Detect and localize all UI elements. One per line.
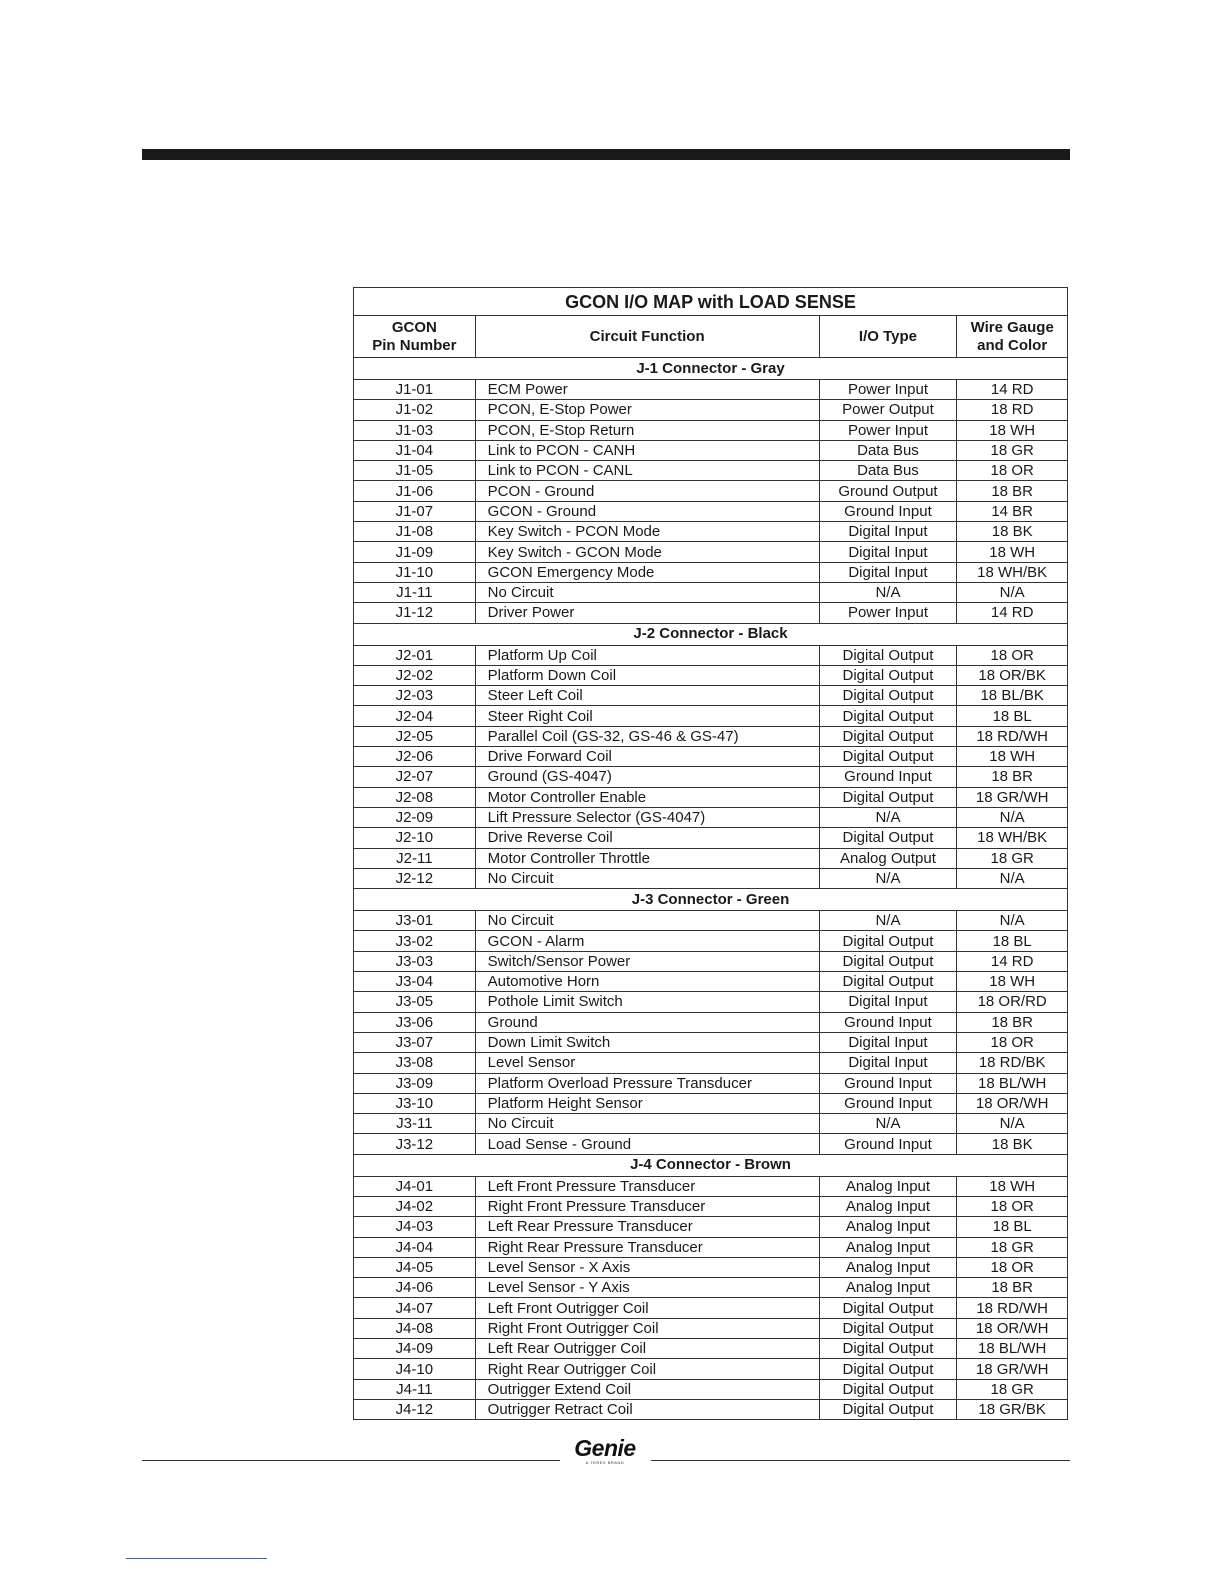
pin-number-cell: J1-11 <box>354 582 476 602</box>
wire-gauge-cell: 18 BR <box>957 481 1068 501</box>
circuit-function-cell: Motor Controller Enable <box>475 787 819 807</box>
wire-gauge-cell: 14 RD <box>957 603 1068 623</box>
io-type-cell: Digital Input <box>819 1053 957 1073</box>
pin-number-cell: J3-11 <box>354 1114 476 1134</box>
io-type-cell: N/A <box>819 868 957 888</box>
io-type-cell: Digital Output <box>819 747 957 767</box>
section-header-row <box>354 358 1068 380</box>
table-row <box>354 400 1068 420</box>
pin-number-cell: J4-04 <box>354 1237 476 1257</box>
io-type-cell: Digital Output <box>819 1359 957 1379</box>
circuit-function-cell: Link to PCON - CANL <box>475 461 819 481</box>
section-header-row <box>354 623 1068 645</box>
wire-gauge-cell: 18 BR <box>957 1278 1068 1298</box>
circuit-function-cell: Right Front Outrigger Coil <box>475 1318 819 1338</box>
circuit-function-cell: No Circuit <box>475 1114 819 1134</box>
circuit-function-cell: GCON - Ground <box>475 501 819 521</box>
pin-number-cell: J2-07 <box>354 767 476 787</box>
pin-number-cell: J2-03 <box>354 686 476 706</box>
pin-number-cell: J4-01 <box>354 1176 476 1196</box>
circuit-function-cell: Load Sense - Ground <box>475 1134 819 1154</box>
pin-number-cell: J3-07 <box>354 1032 476 1052</box>
table-row <box>354 1399 1068 1419</box>
circuit-function-cell: Level Sensor <box>475 1053 819 1073</box>
io-type-cell: Power Input <box>819 603 957 623</box>
circuit-function-cell: Platform Overload Pressure Transducer <box>475 1073 819 1093</box>
wire-gauge-cell: 18 WH <box>957 420 1068 440</box>
circuit-function-cell: Motor Controller Throttle <box>475 848 819 868</box>
pin-number-cell: J1-04 <box>354 440 476 460</box>
table-row <box>354 1237 1068 1257</box>
genie-logo-tagline: A TEREX BRAND <box>585 1460 625 1465</box>
wire-gauge-cell: N/A <box>957 807 1068 827</box>
wire-gauge-cell: 18 BR <box>957 767 1068 787</box>
circuit-function-cell: PCON, E-Stop Power <box>475 400 819 420</box>
pin-number-cell: J1-01 <box>354 380 476 400</box>
wire-gauge-cell: 18 OR <box>957 1196 1068 1216</box>
table-title: GCON I/O MAP with LOAD SENSE <box>354 288 1068 316</box>
table-row <box>354 1257 1068 1277</box>
table-row <box>354 1359 1068 1379</box>
pin-number-cell: J3-10 <box>354 1093 476 1113</box>
table-row <box>354 481 1068 501</box>
circuit-function-cell: Drive Forward Coil <box>475 747 819 767</box>
wire-gauge-cell: N/A <box>957 1114 1068 1134</box>
table-row <box>354 1073 1068 1093</box>
table-row <box>354 522 1068 542</box>
circuit-function-cell: Lift Pressure Selector (GS-4047) <box>475 807 819 827</box>
circuit-function-cell: ECM Power <box>475 380 819 400</box>
io-type-cell: Digital Output <box>819 787 957 807</box>
header-rule <box>142 149 1070 160</box>
circuit-function-cell: No Circuit <box>475 868 819 888</box>
pin-number-cell: J4-05 <box>354 1257 476 1277</box>
pin-number-cell: J3-05 <box>354 992 476 1012</box>
wire-gauge-cell: 18 BK <box>957 522 1068 542</box>
circuit-function-cell: Drive Reverse Coil <box>475 828 819 848</box>
io-type-cell: Digital Output <box>819 645 957 665</box>
circuit-function-cell: Level Sensor - X Axis <box>475 1257 819 1277</box>
pin-number-cell: J4-09 <box>354 1339 476 1359</box>
table-row <box>354 1379 1068 1399</box>
table-row <box>354 461 1068 481</box>
wire-gauge-cell: 18 RD/WH <box>957 726 1068 746</box>
wire-gauge-cell: 18 OR/BK <box>957 665 1068 685</box>
table-row <box>354 848 1068 868</box>
io-type-cell: Digital Output <box>819 828 957 848</box>
wire-gauge-cell: 18 BL <box>957 706 1068 726</box>
wire-gauge-cell: 14 RD <box>957 951 1068 971</box>
section-title: J-3 Connector - Green <box>354 889 1068 911</box>
footer-rule-right <box>651 1460 1070 1461</box>
wire-gauge-cell: 18 GR <box>957 1379 1068 1399</box>
pin-number-cell: J2-10 <box>354 828 476 848</box>
wire-gauge-cell: 18 WH/BK <box>957 562 1068 582</box>
table-row <box>354 686 1068 706</box>
table-row <box>354 911 1068 931</box>
wire-gauge-cell: 18 OR/WH <box>957 1093 1068 1113</box>
circuit-function-cell: Steer Left Coil <box>475 686 819 706</box>
pin-number-cell: J1-06 <box>354 481 476 501</box>
pin-number-cell: J4-12 <box>354 1399 476 1419</box>
io-type-cell: Digital Output <box>819 726 957 746</box>
genie-logo <box>562 1436 648 1468</box>
circuit-function-cell: Left Front Pressure Transducer <box>475 1176 819 1196</box>
io-type-cell: Digital Input <box>819 1032 957 1052</box>
io-type-cell: Power Input <box>819 380 957 400</box>
table-row <box>354 665 1068 685</box>
pin-number-cell: J3-12 <box>354 1134 476 1154</box>
circuit-function-cell: Platform Height Sensor <box>475 1093 819 1113</box>
table-row <box>354 542 1068 562</box>
circuit-function-cell: Right Front Pressure Transducer <box>475 1196 819 1216</box>
io-type-cell: Digital Input <box>819 562 957 582</box>
table-row <box>354 931 1068 951</box>
column-header-wire-line1: Wire Gauge <box>970 318 1054 336</box>
section-title: J-2 Connector - Black <box>354 623 1068 645</box>
wire-gauge-cell: 14 RD <box>957 380 1068 400</box>
circuit-function-cell: Down Limit Switch <box>475 1032 819 1052</box>
io-type-cell: Digital Input <box>819 522 957 542</box>
pin-number-cell: J2-12 <box>354 868 476 888</box>
circuit-function-cell: Right Rear Pressure Transducer <box>475 1237 819 1257</box>
pin-number-cell: J2-11 <box>354 848 476 868</box>
table-row <box>354 828 1068 848</box>
circuit-function-cell: No Circuit <box>475 911 819 931</box>
wire-gauge-cell: 18 GR/WH <box>957 1359 1068 1379</box>
column-header-wire-line2: and Color <box>977 336 1048 354</box>
io-type-cell: Analog Input <box>819 1237 957 1257</box>
genie-logo-wordmark: Genie <box>574 1435 636 1461</box>
circuit-function-cell: Driver Power <box>475 603 819 623</box>
wire-gauge-cell: 18 WH <box>957 542 1068 562</box>
io-type-cell: Analog Input <box>819 1257 957 1277</box>
pin-number-cell: J1-02 <box>354 400 476 420</box>
wire-gauge-cell: 18 OR/RD <box>957 992 1068 1012</box>
table-row <box>354 1134 1068 1154</box>
io-type-cell: Digital Output <box>819 931 957 951</box>
table-row <box>354 420 1068 440</box>
pin-number-cell: J1-12 <box>354 603 476 623</box>
table-row <box>354 767 1068 787</box>
io-type-cell: Ground Input <box>819 1093 957 1113</box>
circuit-function-cell: Link to PCON - CANH <box>475 440 819 460</box>
circuit-function-cell: Steer Right Coil <box>475 706 819 726</box>
wire-gauge-cell: 18 GR/WH <box>957 787 1068 807</box>
io-type-cell: Power Output <box>819 400 957 420</box>
io-type-cell: N/A <box>819 582 957 602</box>
table-row <box>354 951 1068 971</box>
table-row <box>354 1114 1068 1134</box>
table-row <box>354 582 1068 602</box>
pin-number-cell: J1-07 <box>354 501 476 521</box>
io-type-cell: Analog Input <box>819 1176 957 1196</box>
io-type-cell: Data Bus <box>819 461 957 481</box>
io-type-cell: Digital Output <box>819 665 957 685</box>
io-type-cell: Digital Output <box>819 1399 957 1419</box>
footer-rule-left <box>142 1460 560 1461</box>
wire-gauge-cell: 18 WH <box>957 972 1068 992</box>
wire-gauge-cell: 18 BL <box>957 1217 1068 1237</box>
pin-number-cell: J4-06 <box>354 1278 476 1298</box>
table-row <box>354 1032 1068 1052</box>
table-row <box>354 1176 1068 1196</box>
pin-number-cell: J3-01 <box>354 911 476 931</box>
section-header-row <box>354 889 1068 911</box>
circuit-function-cell: Level Sensor - Y Axis <box>475 1278 819 1298</box>
pin-number-cell: J2-04 <box>354 706 476 726</box>
pin-number-cell: J2-05 <box>354 726 476 746</box>
table-row <box>354 1339 1068 1359</box>
table-row <box>354 972 1068 992</box>
pin-number-cell: J2-06 <box>354 747 476 767</box>
column-header-function: Circuit Function <box>475 316 819 358</box>
pin-number-cell: J2-01 <box>354 645 476 665</box>
table-row <box>354 1298 1068 1318</box>
io-type-cell: N/A <box>819 807 957 827</box>
column-header-io-type: I/O Type <box>819 316 957 358</box>
pin-number-cell: J4-11 <box>354 1379 476 1399</box>
circuit-function-cell: Platform Up Coil <box>475 645 819 665</box>
pin-number-cell: J3-03 <box>354 951 476 971</box>
section-title: J-1 Connector - Gray <box>354 358 1068 380</box>
pin-number-cell: J4-08 <box>354 1318 476 1338</box>
wire-gauge-cell: 18 WH/BK <box>957 828 1068 848</box>
circuit-function-cell: Switch/Sensor Power <box>475 951 819 971</box>
circuit-function-cell: Left Rear Pressure Transducer <box>475 1217 819 1237</box>
io-type-cell: Digital Output <box>819 686 957 706</box>
wire-gauge-cell: N/A <box>957 911 1068 931</box>
io-type-cell: Ground Input <box>819 501 957 521</box>
pin-number-cell: J2-09 <box>354 807 476 827</box>
table-row <box>354 992 1068 1012</box>
column-header-pin <box>354 316 476 358</box>
circuit-function-cell: Right Rear Outrigger Coil <box>475 1359 819 1379</box>
pin-number-cell: J4-02 <box>354 1196 476 1216</box>
io-map-table <box>353 287 1068 1420</box>
io-type-cell: Digital Output <box>819 972 957 992</box>
wire-gauge-cell: 18 GR <box>957 848 1068 868</box>
pin-number-cell: J3-04 <box>354 972 476 992</box>
circuit-function-cell: Ground <box>475 1012 819 1032</box>
wire-gauge-cell: 18 GR/BK <box>957 1399 1068 1419</box>
pin-number-cell: J3-02 <box>354 931 476 951</box>
table-title-row <box>354 288 1068 316</box>
bottom-link-underline <box>126 1558 267 1559</box>
table-row <box>354 1053 1068 1073</box>
table-row <box>354 726 1068 746</box>
io-type-cell: Analog Output <box>819 848 957 868</box>
table-row <box>354 562 1068 582</box>
pin-number-cell: J2-02 <box>354 665 476 685</box>
pin-number-cell: J2-08 <box>354 787 476 807</box>
pin-number-cell: J3-06 <box>354 1012 476 1032</box>
table-row <box>354 645 1068 665</box>
io-map-table-body <box>354 288 1068 1420</box>
table-row <box>354 1278 1068 1298</box>
wire-gauge-cell: N/A <box>957 582 1068 602</box>
wire-gauge-cell: 18 WH <box>957 1176 1068 1196</box>
wire-gauge-cell: 18 OR <box>957 645 1068 665</box>
column-header-pin-line1: GCON <box>391 318 437 336</box>
wire-gauge-cell: 18 WH <box>957 747 1068 767</box>
wire-gauge-cell: 18 BK <box>957 1134 1068 1154</box>
wire-gauge-cell: 18 BL <box>957 931 1068 951</box>
wire-gauge-cell: 18 OR <box>957 1257 1068 1277</box>
wire-gauge-cell: 18 BL/WH <box>957 1073 1068 1093</box>
wire-gauge-cell: 18 GR <box>957 440 1068 460</box>
wire-gauge-cell: 18 OR <box>957 1032 1068 1052</box>
table-row <box>354 747 1068 767</box>
pin-number-cell: J1-08 <box>354 522 476 542</box>
circuit-function-cell: PCON - Ground <box>475 481 819 501</box>
circuit-function-cell: Automotive Horn <box>475 972 819 992</box>
io-type-cell: Digital Output <box>819 1379 957 1399</box>
wire-gauge-cell: 18 BL/WH <box>957 1339 1068 1359</box>
circuit-function-cell: No Circuit <box>475 582 819 602</box>
io-type-cell: Digital Input <box>819 542 957 562</box>
table-row <box>354 787 1068 807</box>
table-row <box>354 440 1068 460</box>
section-header-row <box>354 1154 1068 1176</box>
column-header-pin-line2: Pin Number <box>372 336 457 354</box>
wire-gauge-cell: 18 OR <box>957 461 1068 481</box>
io-type-cell: Ground Input <box>819 767 957 787</box>
wire-gauge-cell: 18 RD/BK <box>957 1053 1068 1073</box>
wire-gauge-cell: 18 RD <box>957 400 1068 420</box>
wire-gauge-cell: 18 BR <box>957 1012 1068 1032</box>
wire-gauge-cell: 18 BL/BK <box>957 686 1068 706</box>
table-row <box>354 1196 1068 1216</box>
io-type-cell: Analog Input <box>819 1196 957 1216</box>
section-title: J-4 Connector - Brown <box>354 1154 1068 1176</box>
io-type-cell: N/A <box>819 1114 957 1134</box>
circuit-function-cell: Platform Down Coil <box>475 665 819 685</box>
pin-number-cell: J4-07 <box>354 1298 476 1318</box>
pin-number-cell: J1-05 <box>354 461 476 481</box>
circuit-function-cell: GCON - Alarm <box>475 931 819 951</box>
wire-gauge-cell: 18 RD/WH <box>957 1298 1068 1318</box>
pin-number-cell: J3-08 <box>354 1053 476 1073</box>
table-row <box>354 868 1068 888</box>
table-row <box>354 706 1068 726</box>
io-type-cell: Ground Input <box>819 1012 957 1032</box>
circuit-function-cell: Left Front Outrigger Coil <box>475 1298 819 1318</box>
io-type-cell: Ground Output <box>819 481 957 501</box>
wire-gauge-cell: N/A <box>957 868 1068 888</box>
circuit-function-cell: Key Switch - PCON Mode <box>475 522 819 542</box>
pin-number-cell: J4-10 <box>354 1359 476 1379</box>
column-header-wire <box>957 316 1068 358</box>
io-type-cell: Digital Output <box>819 1298 957 1318</box>
table-row <box>354 501 1068 521</box>
io-type-cell: Digital Output <box>819 1318 957 1338</box>
io-type-cell: Ground Input <box>819 1073 957 1093</box>
io-type-cell: Analog Input <box>819 1278 957 1298</box>
table-row <box>354 1318 1068 1338</box>
circuit-function-cell: Pothole Limit Switch <box>475 992 819 1012</box>
io-type-cell: Ground Input <box>819 1134 957 1154</box>
circuit-function-cell: Outrigger Retract Coil <box>475 1399 819 1419</box>
table-row <box>354 603 1068 623</box>
wire-gauge-cell: 18 GR <box>957 1237 1068 1257</box>
wire-gauge-cell: 14 BR <box>957 501 1068 521</box>
table-row <box>354 380 1068 400</box>
circuit-function-cell: Left Rear Outrigger Coil <box>475 1339 819 1359</box>
io-type-cell: Analog Input <box>819 1217 957 1237</box>
table-row <box>354 1012 1068 1032</box>
circuit-function-cell: GCON Emergency Mode <box>475 562 819 582</box>
io-type-cell: Digital Output <box>819 951 957 971</box>
io-type-cell: Data Bus <box>819 440 957 460</box>
circuit-function-cell: Parallel Coil (GS-32, GS-46 & GS-47) <box>475 726 819 746</box>
pin-number-cell: J1-10 <box>354 562 476 582</box>
pin-number-cell: J1-09 <box>354 542 476 562</box>
pin-number-cell: J1-03 <box>354 420 476 440</box>
io-type-cell: Digital Input <box>819 992 957 1012</box>
wire-gauge-cell: 18 OR/WH <box>957 1318 1068 1338</box>
circuit-function-cell: Key Switch - GCON Mode <box>475 542 819 562</box>
io-type-cell: Digital Output <box>819 706 957 726</box>
io-type-cell: Digital Output <box>819 1339 957 1359</box>
pin-number-cell: J4-03 <box>354 1217 476 1237</box>
table-row <box>354 1093 1068 1113</box>
table-header-row <box>354 316 1068 358</box>
table-row <box>354 807 1068 827</box>
circuit-function-cell: PCON, E-Stop Return <box>475 420 819 440</box>
io-type-cell: Power Input <box>819 420 957 440</box>
circuit-function-cell: Outrigger Extend Coil <box>475 1379 819 1399</box>
table-row <box>354 1217 1068 1237</box>
pin-number-cell: J3-09 <box>354 1073 476 1093</box>
circuit-function-cell: Ground (GS-4047) <box>475 767 819 787</box>
io-type-cell: N/A <box>819 911 957 931</box>
